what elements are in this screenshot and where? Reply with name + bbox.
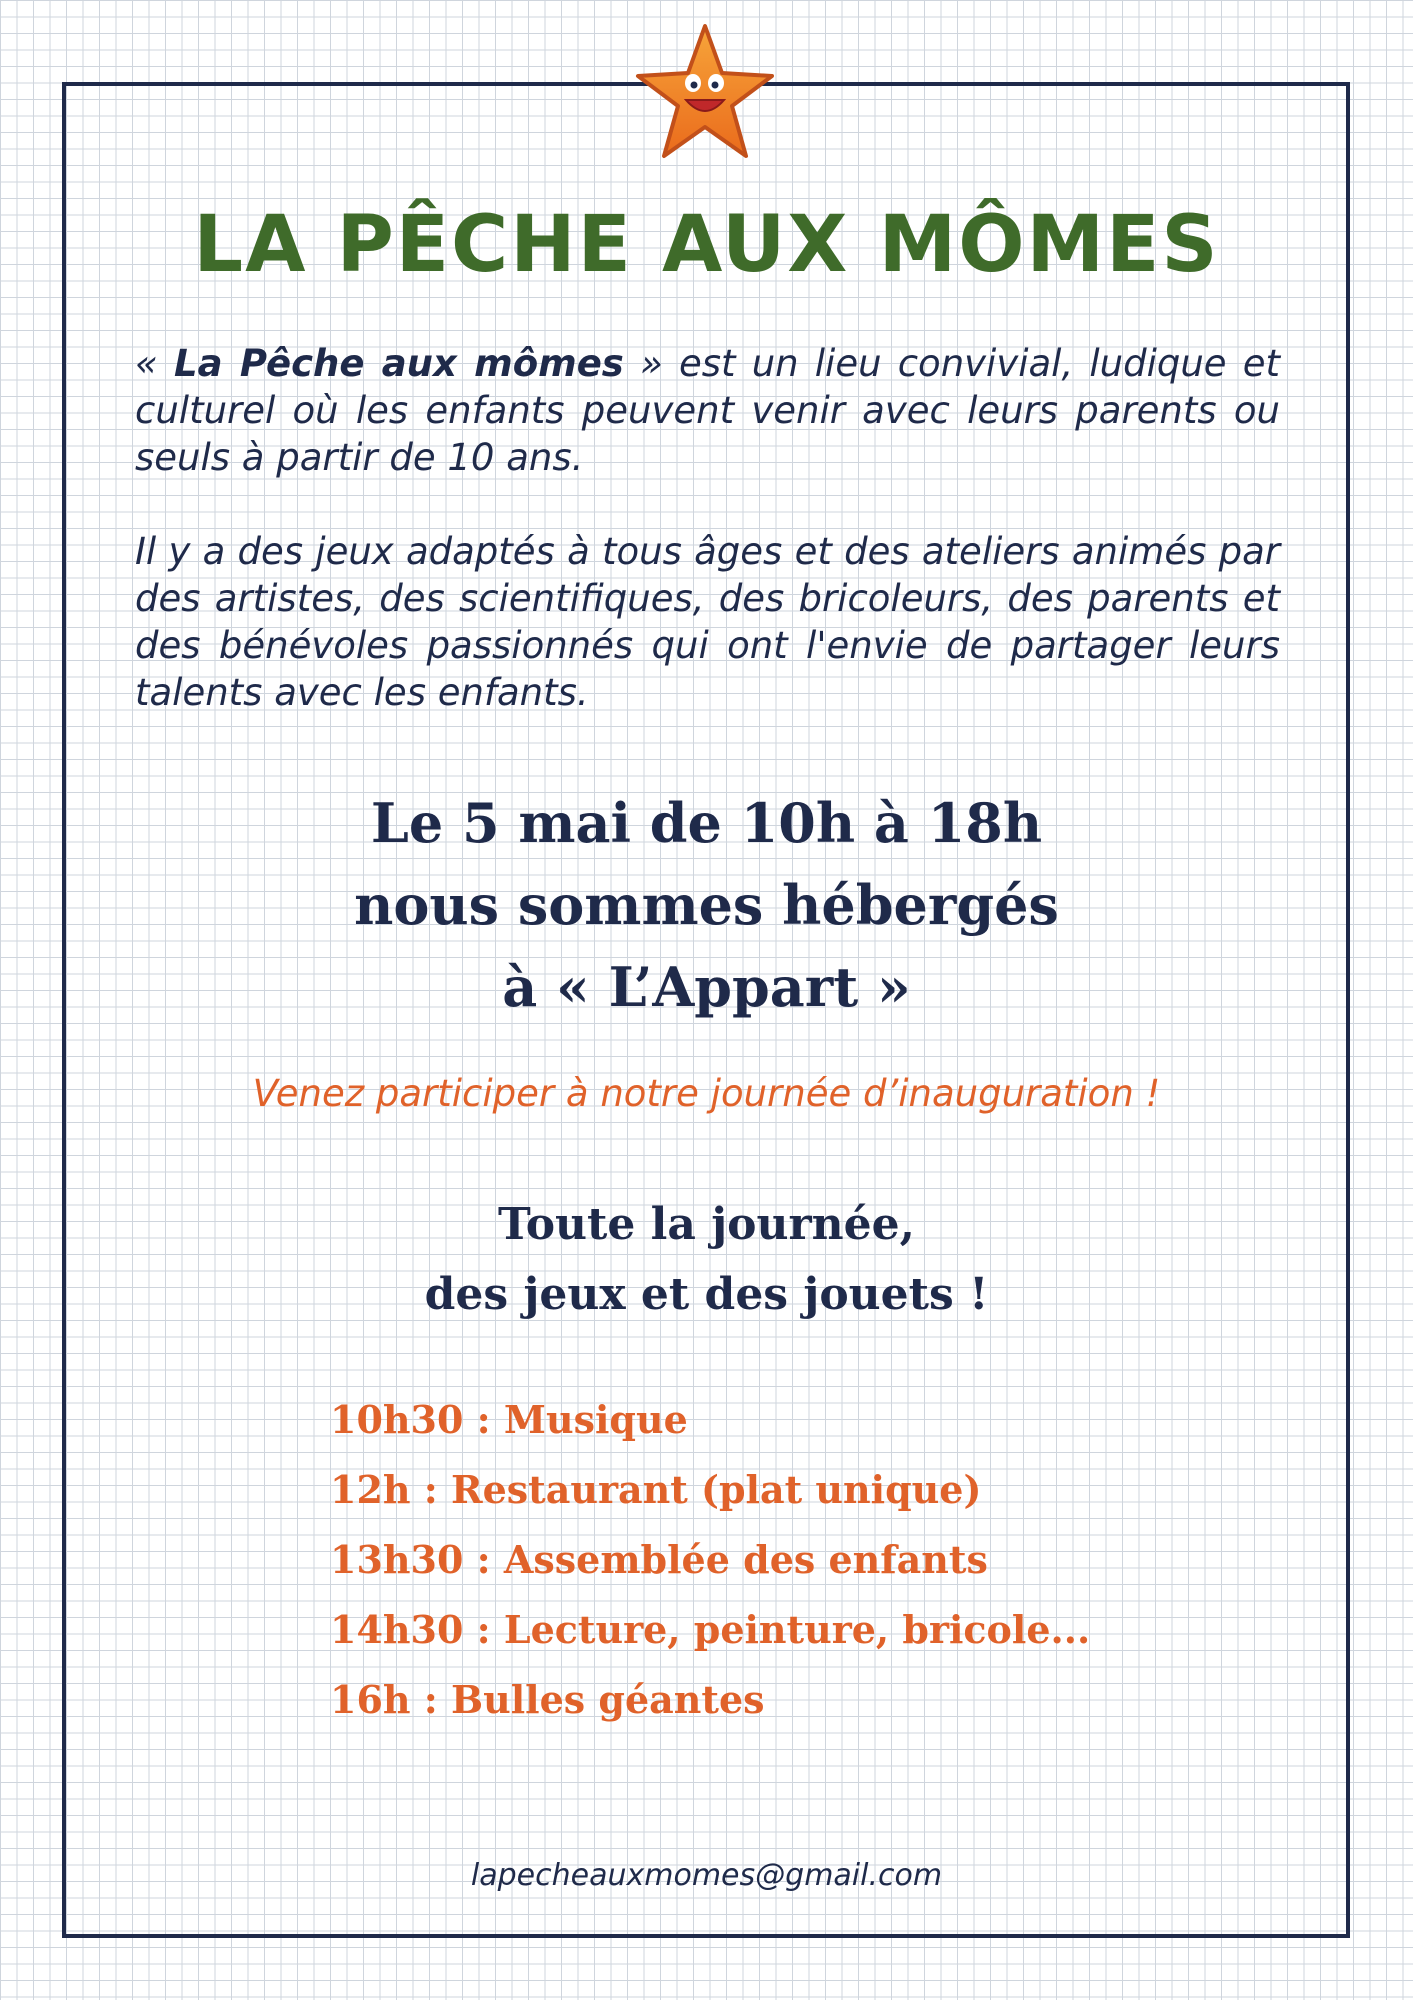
intro-paragraph-2: Il y a des jeux adaptés à tous âges et des ateliers animés par des artistes, des scientifiques, des bricoleurs, des parents et des bénévoles passionnés qui ont l'envie de partager leurs talents avec les enfants.	[135, 530, 1280, 714]
event-venue-line: à « L’Appart »	[502, 955, 911, 1019]
association-name: La Pêche aux mômes	[174, 342, 624, 385]
poster-title: LA PÊCHE AUX MÔMES	[193, 200, 1220, 290]
intro-paragraph-1-text: » est un lieu convivial, ludique et culturel où les enfants peuvent venir avec leurs parents ou seuls à partir de 10 ans.	[135, 342, 1281, 479]
event-date-line: Le 5 mai de 10h à 18h	[370, 791, 1043, 855]
intro-paragraph-1	[135, 340, 1280, 481]
contact-email[interactable]: lapecheauxmomes@gmail.com	[470, 1858, 943, 1893]
starfish-mascot-icon	[630, 18, 780, 168]
schedule-item: 13h30 : Assemblée des enfants	[330, 1537, 988, 1582]
schedule-item: 16h : Bulles géantes	[330, 1677, 765, 1722]
schedule-item: 10h30 : Musique	[330, 1397, 688, 1442]
all-day-line-1: Toute la journée,	[498, 1199, 915, 1250]
invitation-text: Venez participer à notre journée d’inauguration !	[252, 1072, 1161, 1115]
schedule-item: 14h30 : Lecture, peinture, bricole...	[330, 1607, 1091, 1652]
schedule-list	[330, 1385, 1090, 1735]
all-day-line-2: des jeux et des jouets !	[424, 1269, 989, 1320]
open-quote: «	[135, 342, 175, 385]
event-announcement	[0, 782, 1413, 1028]
event-host-line: nous sommes hébergés	[354, 873, 1059, 937]
all-day-heading	[0, 1190, 1413, 1330]
schedule-item: 12h : Restaurant (plat unique)	[330, 1467, 982, 1512]
